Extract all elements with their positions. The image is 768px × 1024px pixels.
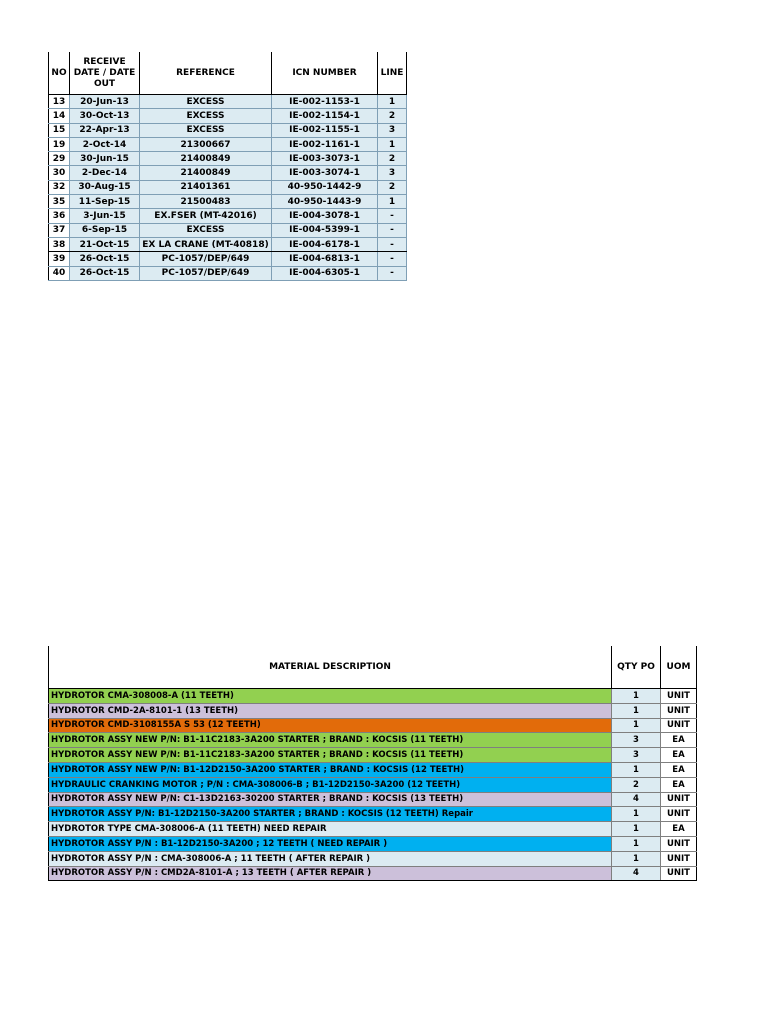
cell-qty: 1 <box>612 762 661 777</box>
cell-date: 30-Jun-15 <box>70 152 140 166</box>
cell-qty: 3 <box>612 733 661 748</box>
cell-icn: IE-004-6305-1 <box>272 266 378 280</box>
table-row <box>49 748 697 763</box>
cell-description: HYDROTOR CMD-3108155A S 53 (12 TEETH) <box>49 718 612 733</box>
cell-qty: 4 <box>612 866 661 881</box>
table-row <box>49 807 697 822</box>
cell-description: HYDRAULIC CRANKING MOTOR ; P/N : CMA-308006-B ; B1-12D2150-3A200 (12 TEETH) <box>49 777 612 792</box>
cell-icn: IE-003-3074-1 <box>272 166 378 180</box>
cell-icn: IE-002-1153-1 <box>272 95 378 109</box>
cell-line: 1 <box>378 195 407 209</box>
cell-description: HYDROTOR ASSY NEW P/N: C1-13D2163-30200 STARTER ; BRAND : KOCSIS (13 TEETH) <box>49 792 612 807</box>
cell-qty: 1 <box>612 689 661 704</box>
cell-uom: UNIT <box>661 836 697 851</box>
cell-no: 14 <box>49 109 70 123</box>
cell-line: 2 <box>378 180 407 194</box>
cell-qty: 1 <box>612 836 661 851</box>
cell-icn: IE-004-6813-1 <box>272 252 378 266</box>
cell-uom: EA <box>661 822 697 837</box>
header-reference: REFERENCE <box>140 52 272 95</box>
cell-no: 39 <box>49 252 70 266</box>
table-row <box>49 689 697 704</box>
cell-icn: 40-950-1442-9 <box>272 180 378 194</box>
cell-date: 30-Oct-13 <box>70 109 140 123</box>
material-table <box>48 646 697 881</box>
cell-date: 22-Apr-13 <box>70 123 140 137</box>
table-row <box>49 237 407 251</box>
cell-qty: 1 <box>612 807 661 822</box>
cell-icn: IE-004-3078-1 <box>272 209 378 223</box>
cell-icn: IE-002-1161-1 <box>272 137 378 151</box>
cell-icn: IE-004-5399-1 <box>272 223 378 237</box>
cell-reference: 21400849 <box>140 166 272 180</box>
cell-line: - <box>378 223 407 237</box>
cell-date: 26-Oct-15 <box>70 266 140 280</box>
cell-uom: UNIT <box>661 718 697 733</box>
cell-reference: EX.FSER (MT-42016) <box>140 209 272 223</box>
cell-description: HYDROTOR TYPE CMA-308006-A (11 TEETH) NEED REPAIR <box>49 822 612 837</box>
cell-reference: 21500483 <box>140 195 272 209</box>
cell-reference: 21400849 <box>140 152 272 166</box>
cell-line: 1 <box>378 137 407 151</box>
table-row <box>49 836 697 851</box>
cell-qty: 1 <box>612 718 661 733</box>
table-row <box>49 733 697 748</box>
cell-qty: 1 <box>612 822 661 837</box>
cell-description: HYDROTOR ASSY NEW P/N: B1-11C2183-3A200 STARTER ; BRAND : KOCSIS (11 TEETH) <box>49 733 612 748</box>
cell-no: 29 <box>49 152 70 166</box>
cell-description: HYDROTOR ASSY NEW P/N: B1-11C2183-3A200 STARTER ; BRAND : KOCSIS (11 TEETH) <box>49 748 612 763</box>
table-row <box>49 95 407 109</box>
cell-description: HYDROTOR CMD-2A-8101-1 (13 TEETH) <box>49 703 612 718</box>
cell-date: 3-Jun-15 <box>70 209 140 223</box>
cell-description: HYDROTOR ASSY P/N : CMA-308006-A ; 11 TEETH ( AFTER REPAIR ) <box>49 851 612 866</box>
table-row <box>49 166 407 180</box>
cell-description: HYDROTOR CMA-308008-A (11 TEETH) <box>49 689 612 704</box>
cell-uom: UNIT <box>661 807 697 822</box>
cell-description: HYDROTOR ASSY P/N : B1-12D2150-3A200 ; 12 TEETH ( NEED REPAIR ) <box>49 836 612 851</box>
cell-reference: PC-1057/DEP/649 <box>140 252 272 266</box>
cell-uom: EA <box>661 762 697 777</box>
table-row <box>49 223 407 237</box>
cell-icn: IE-004-6178-1 <box>272 237 378 251</box>
cell-icn: IE-003-3073-1 <box>272 152 378 166</box>
cell-icn: 40-950-1443-9 <box>272 195 378 209</box>
cell-qty: 1 <box>612 851 661 866</box>
table-row <box>49 866 697 881</box>
cell-line: - <box>378 209 407 223</box>
table-header-row <box>49 52 407 95</box>
cell-no: 15 <box>49 123 70 137</box>
cell-no: 35 <box>49 195 70 209</box>
header-no: NO <box>49 52 70 95</box>
table-row <box>49 195 407 209</box>
cell-reference: EXCESS <box>140 123 272 137</box>
cell-qty: 3 <box>612 748 661 763</box>
cell-date: 2-Oct-14 <box>70 137 140 151</box>
table-row <box>49 718 697 733</box>
cell-date: 20-Jun-13 <box>70 95 140 109</box>
cell-description: HYDROTOR ASSY NEW P/N: B1-12D2150-3A200 STARTER ; BRAND : KOCSIS (12 TEETH) <box>49 762 612 777</box>
cell-qty: 4 <box>612 792 661 807</box>
cell-no: 19 <box>49 137 70 151</box>
cell-icn: IE-002-1155-1 <box>272 123 378 137</box>
cell-date: 6-Sep-15 <box>70 223 140 237</box>
table-row <box>49 137 407 151</box>
cell-date: 21-Oct-15 <box>70 237 140 251</box>
cell-reference: 21401361 <box>140 180 272 194</box>
cell-uom: UNIT <box>661 689 697 704</box>
table-row <box>49 777 697 792</box>
cell-date: 30-Aug-15 <box>70 180 140 194</box>
cell-line: 1 <box>378 95 407 109</box>
cell-no: 40 <box>49 266 70 280</box>
table-row <box>49 822 697 837</box>
table-row <box>49 109 407 123</box>
table-row <box>49 123 407 137</box>
header-receive-date: RECEIVE DATE / DATE OUT <box>70 52 140 95</box>
cell-no: 37 <box>49 223 70 237</box>
header-material-description: MATERIAL DESCRIPTION <box>49 646 612 689</box>
cell-icn: IE-002-1154-1 <box>272 109 378 123</box>
header-line: LINE <box>378 52 407 95</box>
cell-uom: UNIT <box>661 792 697 807</box>
table-header-row <box>49 646 697 689</box>
receipt-table <box>48 52 407 281</box>
header-qty-po: QTY PO <box>612 646 661 689</box>
cell-line: - <box>378 237 407 251</box>
cell-line: 3 <box>378 123 407 137</box>
cell-line: - <box>378 266 407 280</box>
header-icn-number: ICN NUMBER <box>272 52 378 95</box>
table-row <box>49 209 407 223</box>
cell-reference: EXCESS <box>140 109 272 123</box>
header-uom: UOM <box>661 646 697 689</box>
table-row <box>49 851 697 866</box>
cell-uom: EA <box>661 733 697 748</box>
cell-line: - <box>378 252 407 266</box>
cell-uom: EA <box>661 777 697 792</box>
table-row <box>49 152 407 166</box>
cell-reference: EXCESS <box>140 95 272 109</box>
cell-date: 26-Oct-15 <box>70 252 140 266</box>
table-row <box>49 252 407 266</box>
table-row <box>49 703 697 718</box>
cell-no: 13 <box>49 95 70 109</box>
cell-line: 2 <box>378 109 407 123</box>
cell-reference: EX LA CRANE (MT-40818) <box>140 237 272 251</box>
cell-uom: UNIT <box>661 866 697 881</box>
cell-no: 32 <box>49 180 70 194</box>
table-row <box>49 762 697 777</box>
cell-no: 38 <box>49 237 70 251</box>
cell-no: 36 <box>49 209 70 223</box>
cell-description: HYDROTOR ASSY P/N : CMD2A-8101-A ; 13 TEETH ( AFTER REPAIR ) <box>49 866 612 881</box>
cell-qty: 2 <box>612 777 661 792</box>
cell-reference: PC-1057/DEP/649 <box>140 266 272 280</box>
table-row <box>49 792 697 807</box>
cell-reference: 21300667 <box>140 137 272 151</box>
cell-line: 3 <box>378 166 407 180</box>
table-row <box>49 266 407 280</box>
cell-no: 30 <box>49 166 70 180</box>
cell-uom: UNIT <box>661 851 697 866</box>
cell-uom: EA <box>661 748 697 763</box>
cell-reference: EXCESS <box>140 223 272 237</box>
cell-description: HYDROTOR ASSY P/N: B1-12D2150-3A200 STARTER ; BRAND : KOCSIS (12 TEETH) Repair <box>49 807 612 822</box>
cell-qty: 1 <box>612 703 661 718</box>
table-row <box>49 180 407 194</box>
cell-line: 2 <box>378 152 407 166</box>
cell-date: 11-Sep-15 <box>70 195 140 209</box>
cell-uom: UNIT <box>661 703 697 718</box>
cell-date: 2-Dec-14 <box>70 166 140 180</box>
